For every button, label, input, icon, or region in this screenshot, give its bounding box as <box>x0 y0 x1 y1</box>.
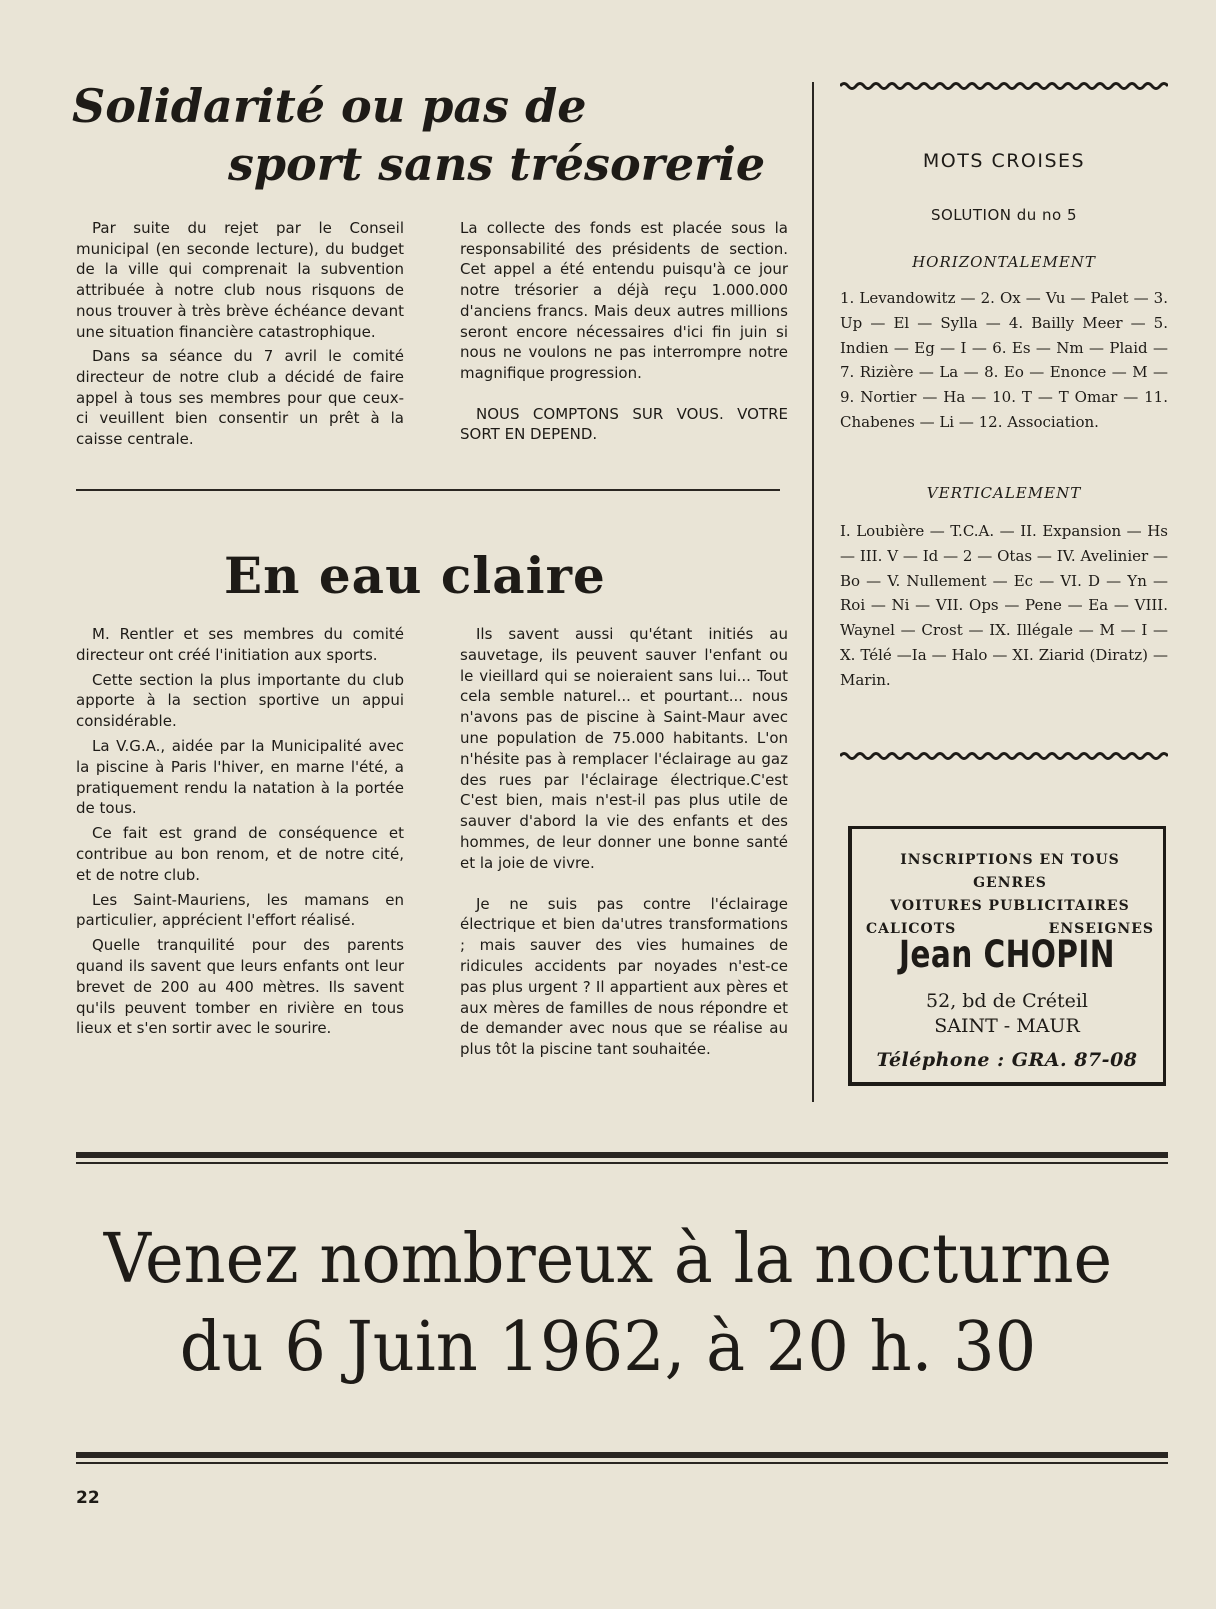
article1-title-line1: Solidarité ou pas de <box>72 79 587 133</box>
page-number: 22 <box>76 1488 100 1508</box>
wavy-rule-bottom <box>840 750 1168 762</box>
article1-column-right <box>460 218 788 445</box>
paragraph: Cette section la plus importante du club apporte à la section sportive un appui considérable. <box>76 670 404 731</box>
article2-column-right <box>460 624 788 1060</box>
article1-title-line2: sport sans trésorerie <box>228 137 766 191</box>
crossword-title: MOTS CROISES <box>922 150 1086 172</box>
paragraph: Je ne suis pas contre l'éclairage électrique et bien da'utres transformations ; mais sauver des vies humaines de ridicules accidents par noyades n'est-ce pas plus urgent ? Il appartient aux pères et aux mères de familles de nous répondre et de demander avec nous que se réalise au plus tôt la piscine tant souhaitée. <box>460 894 788 1059</box>
banner-rule-bottom <box>76 1452 1168 1458</box>
paragraph: NOUS COMPTONS SUR VOUS. VOTRE SORT EN DEPEND. <box>460 404 788 444</box>
paragraph: Ils savent aussi qu'étant initiés au sauvetage, ils peuvent sauver l'enfant ou le vieillard qui se noieraient sans lui... Tout cela semble naturel... et pourtant... nous n'avons pas de piscine à Saint-Maur avec une population de 75.000 habitants. L'on n'hésite pas à remplacer l'éclairage au gaz des rues par l'éclairage électrique.C'est C'est bien, mais n'est-il pas plus utile de sauver d'abord la vie des enfants et des hommes, de leur donner une bonne santé et la joie de vivre. <box>460 625 788 872</box>
article1-column-left <box>76 218 404 450</box>
horizontal-heading: HORIZONTALEMENT <box>912 253 1096 271</box>
paragraph: M. Rentler et ses membres du comité directeur ont créé l'initiation aux sports. <box>76 625 404 664</box>
column-divider <box>812 82 814 1102</box>
paragraph: Par suite du rejet par le Conseil municipal (en seconde lecture), du budget de la ville qui comprenait la subvention attribuée à notre club nous risquons de nous trouver à très brève échéance devant une situation financière catastrophique. <box>76 219 404 341</box>
ad-city: SAINT - MAUR <box>934 1015 1080 1037</box>
ad-phone: Téléphone : GRA. 87-08 <box>876 1049 1138 1071</box>
article2-column-left <box>76 624 404 1039</box>
horizontal-solutions: 1. Levandowitz — 2. Ox — Vu — Palet — 3. Up — El — Sylla — 4. Bailly Meer — 5. Indien — Eg — I — 6. Es — Nm — Plaid — 7. Rizière — La — 8. Eo — Enonce — M — 9. Nortier — Ha — 10. T — T Omar — 11. Chabenes — Li — 12. Association. <box>840 289 1168 431</box>
wavy-rule-top <box>840 80 1168 92</box>
vertical-heading: VERTICALEMENT <box>926 484 1082 502</box>
banner-rule-top-thin <box>76 1162 1168 1164</box>
paragraph: Quelle tranquilité pour des parents quand ils savent que leurs enfants ont leur brevet de 200 au 400 mètres. Ils savent qu'ils peuvent tomber en rivière en tous lieux et s'en sortir avec le sourire. <box>76 936 404 1038</box>
section-divider <box>76 489 780 491</box>
paragraph: Dans sa séance du 7 avril le comité directeur de notre club a décidé de faire appel à tous ses membres pour que ceux-ci veuillent bien consentir un prêt à la caisse centrale. <box>76 347 404 449</box>
banner-rule-top <box>76 1152 1168 1158</box>
advertisement-box <box>848 826 1166 1086</box>
ad-line-voitures: VOITURES PUBLICITAIRES <box>890 898 1130 914</box>
ad-line-enseignes: ENSEIGNES <box>1048 921 1154 937</box>
paragraph: Ce fait est grand de conséquence et contribue au bon renom, et de notre cité, et de notre club. <box>76 824 404 884</box>
ad-line-calicots: CALICOTS <box>866 921 957 937</box>
paragraph: Les Saint-Mauriens, les mamans en particulier, apprécient l'effort réalisé. <box>76 890 404 930</box>
ad-business-name: Jean CHOPIN <box>899 933 1115 976</box>
paragraph: La V.G.A., aidée par la Municipalité avec la piscine à Paris l'hiver, en marne l'été, a pratiquement rendu la natation à la portée de tous. <box>76 736 404 818</box>
banner-rule-bottom-thin <box>76 1462 1168 1464</box>
banner-line1: Venez nombreux à la nocturne <box>103 1220 1113 1299</box>
paragraph: La collecte des fonds est placée sous la responsabilité des présidents de section. Cet appel a été entendu puisqu'à ce jour notre trésorier a déjà reçu 1.000.000 d'anciens francs. Mais deux autres millions seront encore nécessaires d'ici fin juin si nous ne voulons ne pas interrompre notre magnifique progression. <box>460 219 788 382</box>
article2-title: En eau claire <box>224 546 606 605</box>
vertical-solutions: I. Loubière — T.C.A. — II. Expansion — Hs — III. V — Id — 2 — Otas — IV. Avelinier — Bo — V. Nullement — Ec — VI. D — Yn — Roi — Ni — VII. Ops — Pene — Ea — VIII. Waynel — Crost — IX. Illégale — M — I — X. Télé —Ia — Halo — XI. Ziarid (Diratz) — Marin. <box>840 522 1168 689</box>
ad-line-inscriptions: INSCRIPTIONS EN TOUS GENRES <box>900 852 1120 891</box>
banner-line2: du 6 Juin 1962, à 20 h. 30 <box>179 1308 1037 1387</box>
crossword-solution-label: SOLUTION du no 5 <box>930 206 1078 224</box>
ad-address: 52, bd de Créteil <box>926 990 1088 1012</box>
